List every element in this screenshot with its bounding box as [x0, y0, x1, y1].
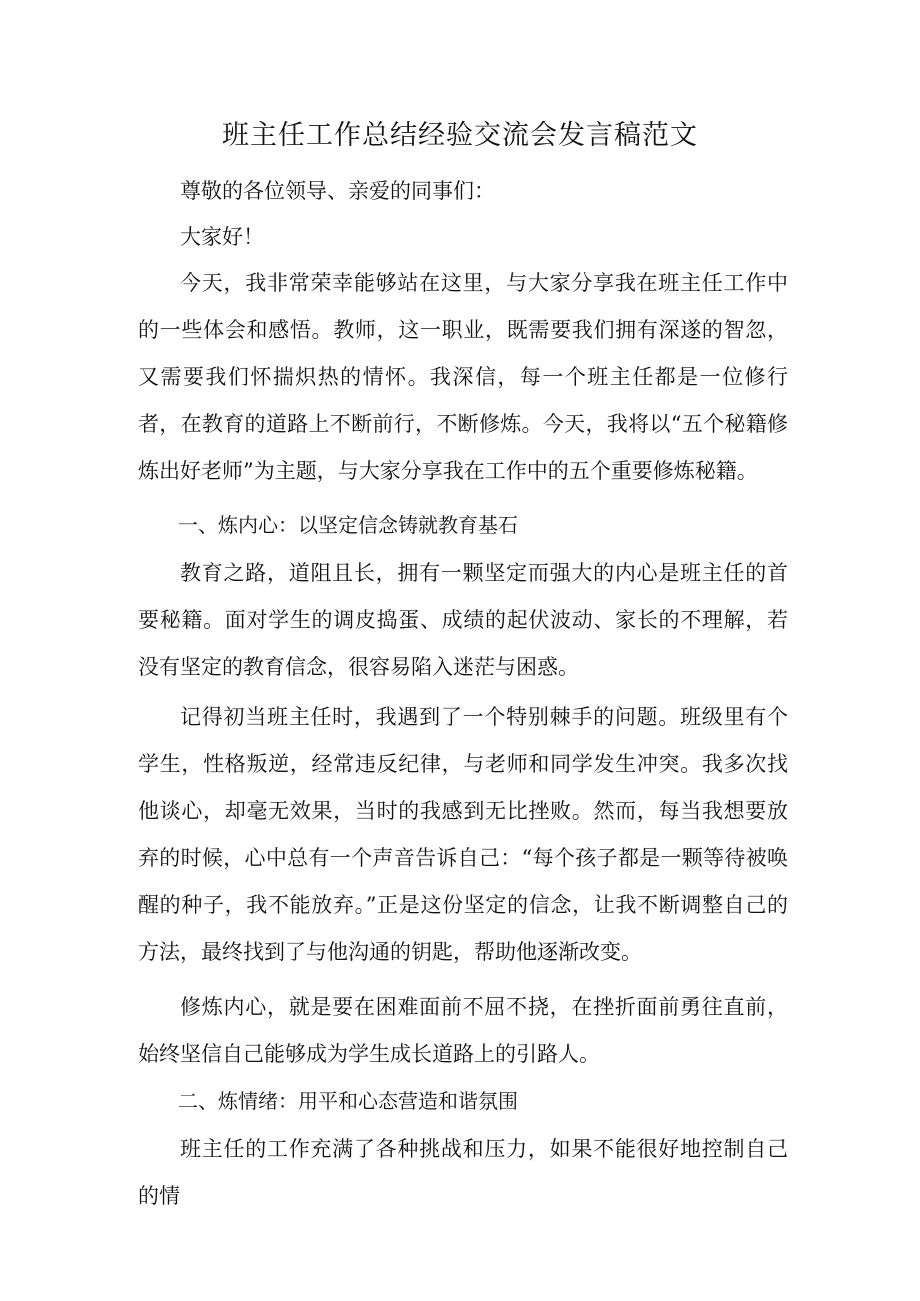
- greeting: 大家好！: [180, 225, 264, 249]
- body-paragraph: 班主任的工作充满了各种挑战和压力，如果不能很好地控制自己的情: [138, 1137, 788, 1208]
- intro-paragraph: 今天，我非常荣幸能够站在这里，与大家分享我在班主任工作中的一些体会和感悟。教师，这一职业，既需要我们拥有深遂的智忽，又需要我们怀揣炽热的情怀。我深信，每一个班主任都是一位修行者，在教育的道路上不断前行，不断修炼。今天，我将以“五个秘籍修炼出好老师”为主题，与大家分享我在工作中的五个重要修炼秘籍。: [138, 271, 788, 483]
- section-heading-1: 一、炼内心：以坚定信念铸就教育基石: [178, 513, 518, 537]
- salutation: 尊敬的各位领导、亲爱的同事们：: [180, 179, 495, 203]
- body-paragraph: 教育之路，道阻且长，拥有一颗坚定而强大的内心是班主任的首要秘籍。面对学生的调皮捣蛋、成绩的起伏波动、家长的不理解，若没有坚定的教育信念，很容易陷入迷茫与困惑。: [138, 561, 788, 679]
- document-title: 班主任工作总结经验交流会发言稿范文: [222, 120, 698, 151]
- body-paragraph: 修炼内心，就是要在困难面前不屈不挠，在挫折面前勇往直前，始终坚信自己能够成为学生成长道路上的引路人。: [138, 995, 788, 1066]
- section-heading-2: 二、炼情绪：用平和心态营造和谐氛围: [178, 1089, 518, 1113]
- body-paragraph: 记得初当班主任时，我遇到了一个特别棘手的问题。班级里有个学生，性格叛逆，经常违反纪律，与老师和同学发生冲突。我多次找他谈心，却毫无效果，当时的我感到无比挫败。然而，每当我想要放弃的时候，心中总有一个声音告诉自己：“每个孩子都是一颗等待被唤醒的种子，我不能放弃。”正是这份坚定的信念，让我不断调整自己的方法，最终找到了与他沟通的钥匙，帮助他逐渐改变。: [138, 705, 788, 964]
